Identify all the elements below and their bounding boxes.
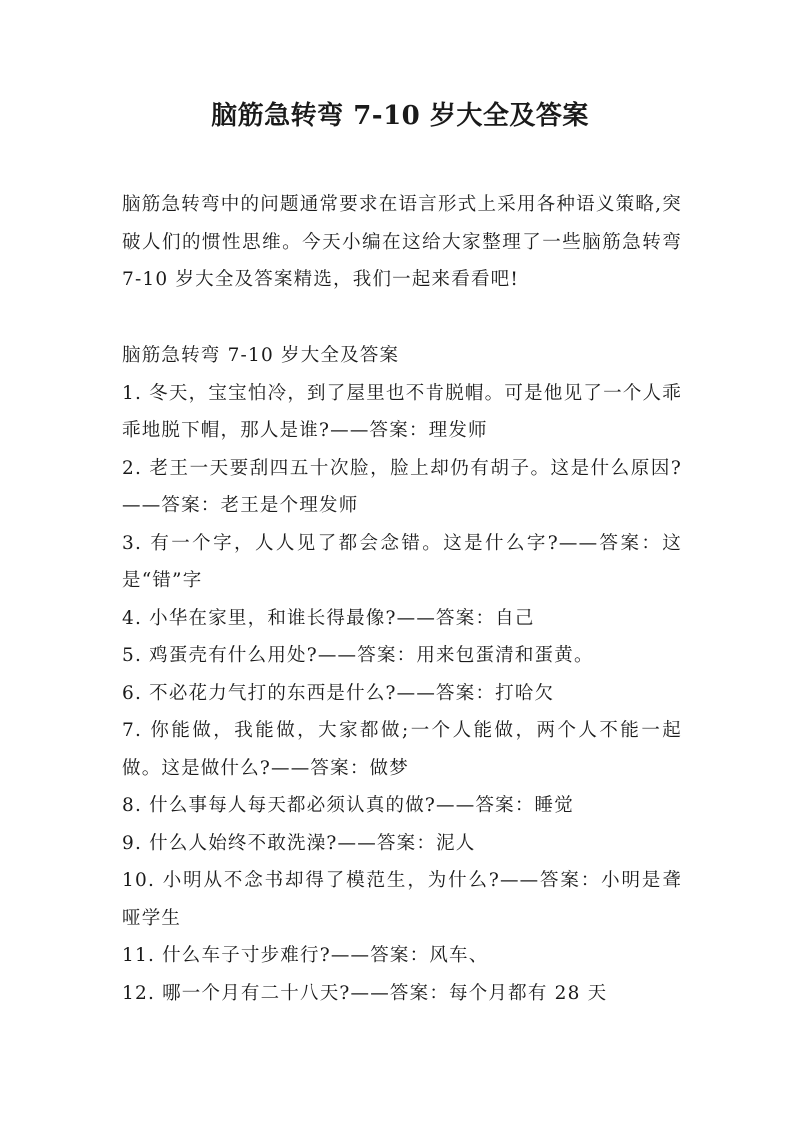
qa-section: [122, 337, 682, 1012]
page-title: 脑筋急转弯 7-10 岁大全及答案: [211, 101, 589, 131]
qa-item: 1. 冬天，宝宝怕冷，到了屋里也不肯脱帽。可是他见了一个人乖乖地脱下帽，那人是谁?——答案：理发师: [122, 382, 682, 441]
qa-item: 11. 什么车子寸步难行?——答案：风车、: [122, 945, 489, 966]
qa-item: 12. 哪一个月有二十八天?——答案：每个月都有 28 天: [122, 982, 608, 1004]
qa-item: 6. 不必花力气打的东西是什么?——答案：打哈欠: [122, 682, 555, 704]
qa-list: [122, 375, 682, 1013]
qa-item: 7. 你能做，我能做，大家都做;一个人能做，两个人不能一起做。这是做什么?——答案：做梦: [122, 720, 682, 779]
qa-item: 9. 什么人始终不敢洗澡?——答案：泥人: [122, 832, 476, 854]
qa-item: 2. 老王一天要刮四五十次脸，脸上却仍有胡子。这是什么原因?——答案：老王是个理发师: [122, 457, 682, 516]
qa-item: 3. 有一个字，人人见了都会念错。这是什么字?——答案：这是“错”字: [122, 532, 682, 591]
qa-item: 5. 鸡蛋壳有什么用处?——答案：用来包蛋清和蛋黄。: [122, 645, 594, 666]
qa-item: 8. 什么事每人每天都必须认真的做?——答案：睡觉: [122, 795, 574, 816]
section-heading: 脑筋急转弯 7-10 岁大全及答案: [122, 345, 400, 366]
qa-item: 4. 小华在家里，和谁长得最像?——答案：自己: [122, 607, 535, 629]
intro-paragraph: 脑筋急转弯中的问题通常要求在语言形式上采用各种语义策略,突破人们的惯性思维。今天小编在这给大家整理了一些脑筋急转弯 7-10 岁大全及答案精选，我们一起来看看吧!: [122, 194, 682, 290]
qa-item: 10. 小明从不念书却得了模范生，为什么?——答案：小明是聋哑学生: [122, 870, 682, 929]
